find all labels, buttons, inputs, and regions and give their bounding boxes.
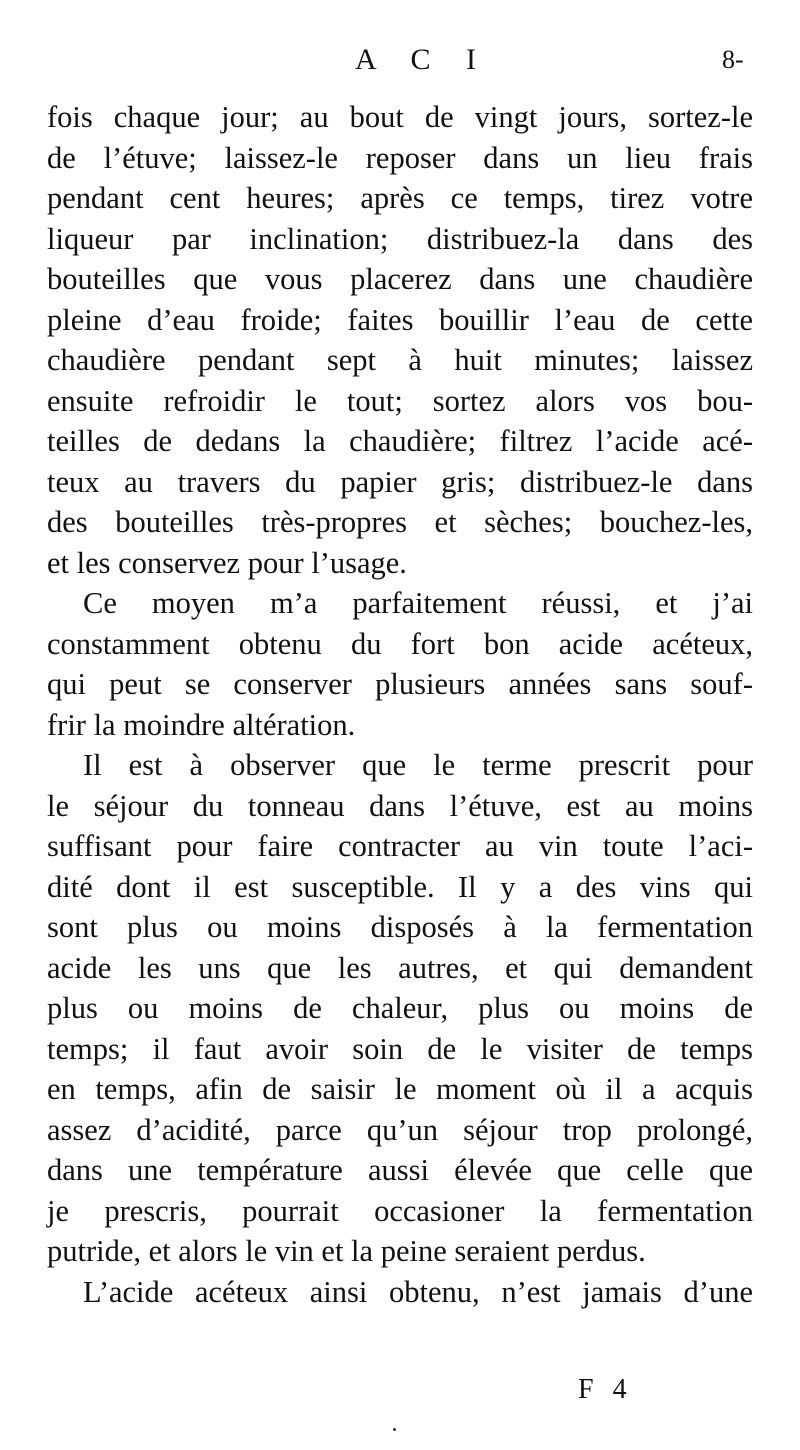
text-line: liqueur par inclination; distribuez-la dans des — [47, 221, 753, 256]
text-line: Ce moyen m’a parfaitement réussi, et j’ai — [83, 586, 753, 620]
text-line: fois chaque jour; au bout de vingt jours, sortez-le — [47, 100, 753, 134]
text-line: dité dont il est susceptible. Il y a des vins qui — [47, 869, 753, 904]
text-line: pleine d’eau froide; faites bouillir l’eau de cette — [47, 302, 753, 337]
text-line: et les conservez pour l’usage. — [47, 545, 407, 580]
text-line: qui peut se conserver plusieurs années sans souf- — [47, 667, 753, 701]
paragraph — [47, 97, 753, 583]
text-line: en temps, afin de saisir le moment où il a acquis — [47, 1072, 753, 1106]
text-line: frir la moindre altération. — [47, 707, 356, 742]
paragraph — [47, 1272, 753, 1313]
paragraph — [47, 745, 753, 1272]
text-line: plus ou moins de chaleur, plus ou moins de — [47, 991, 753, 1025]
text-line: de l’étuve; laissez-le reposer dans un lieu frais — [47, 140, 753, 175]
running-head — [0, 40, 800, 80]
text-line: pendant cent heures; après ce temps, tirez votre — [47, 181, 753, 215]
text-line: temps; il faut avoir soin de le visiter de temps — [47, 1031, 753, 1066]
text-line: constamment obtenu du fort bon acide acéteux, — [47, 626, 753, 661]
text-line: Il est à observer que le terme prescrit pour — [83, 748, 753, 782]
text-line: dans une température aussi élevée que celle que — [47, 1153, 753, 1187]
text-line: suffisant pour faire contracter au vin toute l’aci- — [47, 829, 753, 863]
text-line: acide les uns que les autres, et qui demandent — [47, 950, 753, 985]
text-line: teux au travers du papier gris; distribuez-le dans — [47, 464, 753, 499]
text-line: sont plus ou moins disposés à la fermentation — [47, 910, 753, 944]
text-line: teilles de dedans la chaudière; filtrez l’acide acé- — [47, 424, 753, 458]
signature-mark: F 4 — [578, 1374, 633, 1405]
text-line: bouteilles que vous placerez dans une chaudière — [47, 262, 753, 296]
running-head-title: A C I — [355, 43, 491, 76]
text-line: putride, et alors le vin et la peine seraient perdus. — [47, 1234, 646, 1268]
text-line: chaudière pendant sept à huit minutes; laissez — [47, 343, 753, 377]
body-text — [47, 97, 753, 1312]
paragraph — [47, 583, 753, 745]
text-line: des bouteilles très-propres et sèches; bouchez-les, — [47, 505, 753, 539]
text-line: ensuite refroidir le tout; sortez alors vos bou- — [47, 383, 753, 418]
text-line: je prescris, pourrait occasioner la fermentation — [47, 1193, 753, 1228]
ink-speck — [393, 1428, 396, 1431]
page-number: 8- — [722, 45, 744, 74]
text-line: assez d’acidité, parce qu’un séjour trop prolongé, — [47, 1112, 753, 1147]
text-line: le séjour du tonneau dans l’étuve, est au moins — [47, 788, 753, 823]
text-line: L’acide acéteux ainsi obtenu, n’est jamais d’une — [83, 1274, 753, 1309]
